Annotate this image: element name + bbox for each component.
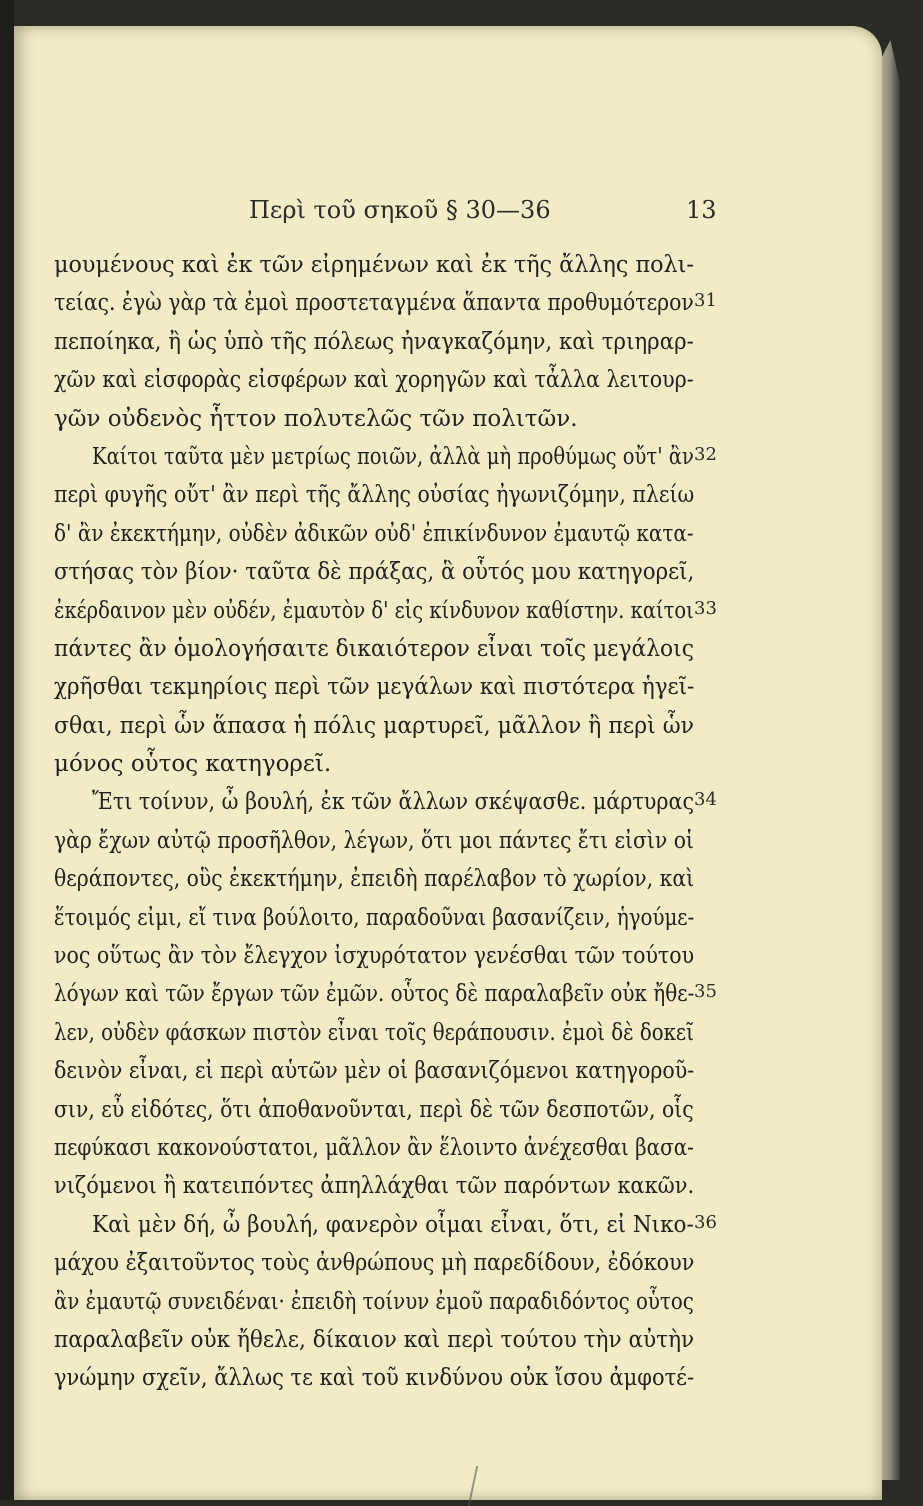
section-number: 36	[694, 1211, 717, 1233]
text-line	[54, 1091, 914, 1129]
text-line	[54, 860, 914, 898]
line-text: λεν, οὐδὲν φάσκων πιστὸν εἶναι τοῖς θεράπουσιν. ἐμοὶ δὲ δοκεῖ	[54, 1019, 694, 1046]
line-text: νιζόμενοι ἢ κατειπόντες ἀπηλλάχθαι τῶν παρόντων κακῶν.	[54, 1173, 695, 1200]
line-text: πάντες ἂν ὁμολογήσαιτε δικαιότερον εἶναι τοῖς μεγάλοις	[54, 635, 694, 662]
text-line	[54, 1052, 914, 1090]
text-line	[54, 707, 914, 745]
text-line	[54, 323, 914, 361]
line-text: δ' ἂν ἐκεκτήμην, οὐδὲν ἀδικῶν οὐδ' ἐπικίνδυνον ἐμαυτῷ κατα-	[54, 520, 694, 547]
line-text: μουμένους καὶ ἐκ τῶν εἰρημένων καὶ ἐκ τῆς ἄλλης πολι-	[54, 252, 694, 278]
line-text: σιν, εὖ εἰδότες, ὅτι ἀποθανοῦνται, περὶ δὲ τῶν δεσποτῶν, οἷς	[54, 1096, 694, 1123]
text-line	[54, 1321, 914, 1359]
text-line	[54, 937, 914, 975]
line-text: πεποίηκα, ἢ ὡς ὑπὸ τῆς πόλεως ἠναγκαζόμην, καὶ τριηραρ-	[54, 328, 694, 355]
line-text: τείας. ἐγὼ γὰρ τὰ ἐμοὶ προστεταγμένα ἅπαντα προθυμότερον	[54, 290, 694, 317]
line-text: ἕτοιμός εἰμι, εἴ τινα βούλοιτο, παραδοῦναι βασανίζειν, ἡγούμε-	[54, 904, 695, 931]
text-line	[54, 822, 914, 860]
text-line	[54, 1244, 914, 1282]
page-header	[54, 196, 754, 236]
line-text: παραλαβεῖν οὐκ ἤθελε, δίκαιον καὶ περὶ τούτου τὴν αὐτὴν	[54, 1326, 695, 1353]
binding-edge	[0, 0, 14, 1500]
section-number: 33	[694, 597, 717, 619]
pencil-mark	[468, 1466, 489, 1506]
line-text: Καὶ μὲν δή, ὦ βουλή, φανερὸν οἶμαι εἶναι, ὅτι, εἰ Νικο-	[92, 1211, 694, 1238]
section-number: 34	[694, 789, 717, 811]
text-line	[54, 1167, 914, 1205]
line-text: γῶν οὐδενὸς ἧττον πολυτελῶς τῶν πολιτῶν.	[54, 405, 578, 432]
line-text: σθαι, περὶ ὧν ἅπασα ἡ πόλις μαρτυρεῖ, μᾶλλον ἢ περὶ ὧν	[54, 712, 695, 739]
line-text: γὰρ ἔχων αὐτῷ προσῆλθον, λέγων, ὅτι μοι πάντες ἔτι εἰσὶν οἱ	[54, 827, 694, 854]
line-text: μάχου ἐξαιτοῦντος τοὺς ἀνθρώπους μὴ παρεδίδουν, ἐδόκουν	[54, 1250, 695, 1277]
line-text: ἂν ἐμαυτῷ συνειδέναι· ἐπειδὴ τοίνυν ἐμοῦ παραδιδόντος οὗτος	[54, 1288, 694, 1315]
text-line	[54, 783, 914, 821]
line-text: μόνος οὗτος κατηγορεῖ.	[54, 751, 332, 778]
body-text	[54, 246, 914, 1398]
text-line	[54, 553, 914, 591]
line-text: δεινὸν εἶναι, εἰ περὶ αὑτῶν μὲν οἱ βασανιζόμενοι κατηγοροῦ-	[54, 1058, 695, 1085]
running-head: Περὶ τοῦ σηκοῦ § 30—36	[249, 196, 551, 224]
text-line	[54, 1129, 914, 1167]
book-page	[14, 26, 882, 1500]
text-line	[54, 284, 914, 322]
section-number: 31	[694, 290, 717, 312]
text-line	[54, 1014, 914, 1052]
text-line	[54, 592, 914, 630]
line-text: λόγων καὶ τῶν ἔργων τῶν ἐμῶν. οὗτος δὲ παραλαβεῖν οὐκ ἤθε-	[54, 981, 695, 1008]
line-text: Ἔτι τοίνυν, ὦ βουλή, ἐκ τῶν ἄλλων σκέψασθε. μάρτυρας	[92, 789, 695, 816]
line-text: νος οὕτως ἂν τὸν ἔλεγχον ἰσχυρότατον γενέσθαι τῶν τούτου	[54, 943, 695, 970]
text-line	[54, 975, 914, 1013]
text-line	[54, 246, 914, 284]
line-text: χρῆσθαι τεκμηρίοις περὶ τῶν μεγάλων καὶ πιστότερα ἡγεῖ-	[54, 674, 695, 701]
text-line	[54, 1283, 914, 1321]
line-text: περὶ φυγῆς οὔτ' ἂν περὶ τῆς ἄλλης οὐσίας ἠγωνιζόμην, πλείω	[54, 482, 695, 509]
text-line	[54, 899, 914, 937]
text-line	[54, 745, 914, 783]
line-text: χῶν καὶ εἰσφορὰς εἰσφέρων καὶ χορηγῶν καὶ τἆλλα λειτουρ-	[54, 367, 694, 394]
text-line	[54, 476, 914, 514]
text-line	[54, 630, 914, 668]
line-text: γνώμην σχεῖν, ἄλλως τε καὶ τοῦ κινδύνου οὐκ ἴσου ἀμφοτέ-	[54, 1365, 695, 1392]
line-text: Καίτοι ταῦτα μὲν μετρίως ποιῶν, ἀλλὰ μὴ προθύμως οὔτ' ἂν	[92, 443, 694, 470]
page-number: 13	[686, 196, 717, 224]
text-line	[54, 1359, 914, 1397]
line-text: στήσας τὸν βίον· ταῦτα δὲ πράξας, ἃ οὗτός μου κατηγορεῖ,	[54, 559, 695, 586]
text-line	[54, 668, 914, 706]
text-line	[54, 438, 914, 476]
text-line	[54, 400, 914, 438]
line-text: θεράποντες, οὓς ἐκεκτήμην, ἐπειδὴ παρέλαβον τὸ χωρίον, καὶ	[54, 866, 695, 893]
text-line	[54, 361, 914, 399]
section-number: 35	[694, 981, 717, 1003]
text-line	[54, 515, 914, 553]
line-text: ἐκέρδαινον μὲν οὐδέν, ἐμαυτὸν δ' εἰς κίνδυνον καθίστην. καίτοι	[54, 597, 694, 624]
line-text: πεφύκασι κακονούστατοι, μᾶλλον ἂν ἕλοιντο ἀνέχεσθαι βασα-	[54, 1134, 694, 1161]
section-number: 32	[694, 443, 717, 465]
text-line	[54, 1206, 914, 1244]
